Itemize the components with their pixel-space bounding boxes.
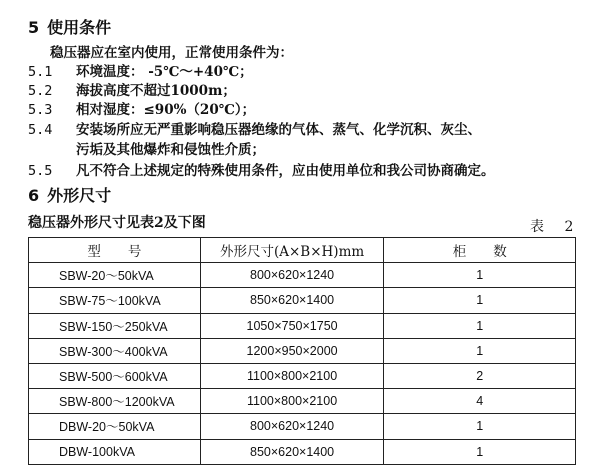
section-5-intro: 稳压器应在室内使用，正常使用条件为： bbox=[50, 45, 293, 61]
condition-number: 5.3 bbox=[28, 102, 53, 118]
dimensions-cell: 850×620×1400 bbox=[200, 439, 384, 464]
table-number-label: 表 2 bbox=[530, 219, 582, 235]
condition-text: 海拔高度不超过1000m； bbox=[76, 83, 236, 99]
model-cell: SBW-20～50kVA bbox=[29, 263, 201, 288]
model-cell: DBW-100kVA bbox=[29, 439, 201, 464]
table-row bbox=[29, 288, 576, 313]
section-5-number: 5 bbox=[28, 18, 40, 37]
cabinet-count-cell: 1 bbox=[384, 439, 576, 464]
dimensions-cell: 800×620×1240 bbox=[200, 263, 384, 288]
header-dimensions: 外形尺寸(A×B×H)mm bbox=[200, 238, 384, 263]
dimensions-cell: 1200×950×2000 bbox=[200, 338, 384, 363]
section-6-number: 6 bbox=[28, 186, 40, 205]
condition-number: 5.5 bbox=[28, 163, 53, 179]
table-row bbox=[29, 414, 576, 439]
section-6-heading bbox=[28, 186, 111, 206]
condition-text: 污垢及其他爆炸和侵蚀性介质； bbox=[76, 142, 265, 158]
condition-text: 安装场所应无严重影响稳压器绝缘的气体、蒸气、化学沉积、灰尘、 bbox=[76, 122, 481, 138]
condition-item bbox=[28, 121, 481, 140]
condition-text: 环境温度： -5℃～+40℃； bbox=[76, 64, 253, 80]
cabinet-count-cell: 2 bbox=[384, 363, 576, 388]
section-5-heading bbox=[28, 18, 111, 38]
model-cell: DBW-20～50kVA bbox=[29, 414, 201, 439]
table-caption: 稳压器外形尺寸见表2及下图 bbox=[28, 215, 206, 231]
table-row bbox=[29, 338, 576, 363]
table-row bbox=[29, 263, 576, 288]
dimensions-table bbox=[28, 237, 576, 465]
table-row bbox=[29, 439, 576, 464]
dimensions-cell: 850×620×1400 bbox=[200, 288, 384, 313]
model-cell: SBW-500～600kVA bbox=[29, 363, 201, 388]
dimensions-cell: 1100×800×2100 bbox=[200, 389, 384, 414]
table-header-row bbox=[29, 238, 576, 263]
model-cell: SBW-150～250kVA bbox=[29, 313, 201, 338]
condition-text: 凡不符合上述规定的特殊使用条件，应由使用单位和我公司协商确定。 bbox=[76, 163, 495, 179]
condition-item bbox=[28, 63, 253, 82]
section-5-title: 使用条件 bbox=[47, 18, 112, 37]
condition-number: 5.1 bbox=[28, 64, 53, 80]
table-row bbox=[29, 389, 576, 414]
cabinet-count-cell: 1 bbox=[384, 288, 576, 313]
table-row bbox=[29, 313, 576, 338]
header-cabinet-count: 柜 数 bbox=[384, 238, 576, 263]
condition-item-continued bbox=[28, 141, 265, 160]
model-cell: SBW-75～100kVA bbox=[29, 288, 201, 313]
model-cell: SBW-300～400kVA bbox=[29, 338, 201, 363]
condition-item bbox=[28, 162, 495, 181]
cabinet-count-cell: 1 bbox=[384, 338, 576, 363]
section-6-title: 外形尺寸 bbox=[47, 186, 112, 205]
header-model: 型 号 bbox=[29, 238, 201, 263]
condition-number: 5.2 bbox=[28, 83, 53, 99]
dimensions-cell: 800×620×1240 bbox=[200, 414, 384, 439]
dimensions-cell: 1050×750×1750 bbox=[200, 313, 384, 338]
cabinet-count-cell: 1 bbox=[384, 313, 576, 338]
model-cell: SBW-800～1200kVA bbox=[29, 389, 201, 414]
condition-item bbox=[28, 82, 236, 101]
condition-item bbox=[28, 101, 255, 120]
condition-text: 相对湿度：≤90%（20℃）； bbox=[76, 102, 256, 118]
cabinet-count-cell: 1 bbox=[384, 414, 576, 439]
condition-number: 5.4 bbox=[28, 122, 53, 138]
cabinet-count-cell: 4 bbox=[384, 389, 576, 414]
table-row bbox=[29, 363, 576, 388]
cabinet-count-cell: 1 bbox=[384, 263, 576, 288]
dimensions-cell: 1100×800×2100 bbox=[200, 363, 384, 388]
